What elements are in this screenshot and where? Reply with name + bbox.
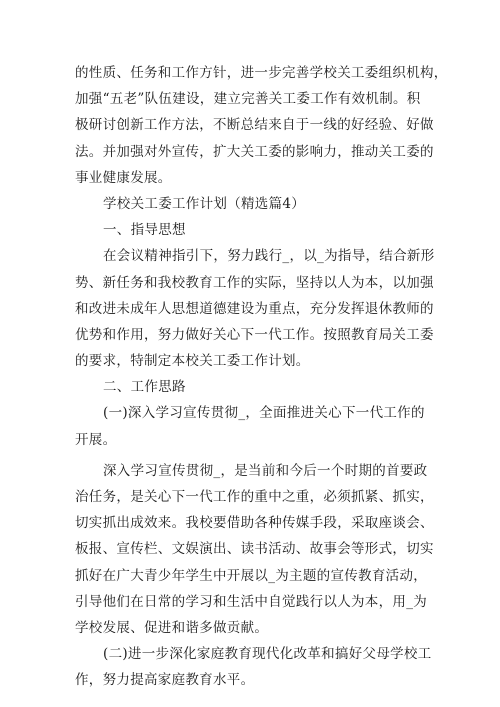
paragraph-line: 和改进未成年人思想道德建设为重点，充分发挥退休教师的 [75,300,434,317]
paragraph-line: 深入学习宣传贯彻_，是当前和今后一个时期的首要政 [103,462,428,479]
subsection-heading: (一)深入学习宣传贯彻_，全面推进关心下一代工作的 [103,405,425,422]
paragraph-line: 作，努力提高家庭教育水平。 [75,672,255,689]
paragraph-line: 事业健康发展。 [75,169,172,186]
paragraph-line: 开展。 [75,431,117,448]
paragraph-line: 极研讨创新工作方法，不断总结来自于一线的好经验、好做 [75,117,434,134]
paragraph-line: 在会议精神指引下，努力践行_，以_为指导，结合新形 [103,248,435,265]
paragraph-line: 抓好在广大青少年学生中开展以_为主题的宣传教育活动， [75,567,428,584]
section-heading: 二、工作思路 [103,379,186,396]
section-heading: 一、指导思想 [103,222,186,239]
section-title: 学校关工委工作计划（精选篇4） [103,195,306,212]
paragraph-line: 优势和作用，努力做好关心下一代工作。按照教育局关工委 [75,326,434,343]
paragraph-line: 势、新任务和我校教育工作的实际，坚持以人为本，以加强 [75,274,434,291]
subsection-heading: (二)进一步深化家庭教育现代化改革和搞好父母学校工 [103,646,432,663]
paragraph-line: 加强“五老”队伍建设，建立完善关工委工作有效机制。积 [75,91,421,108]
paragraph-line: 治任务，是关心下一代工作的重中之重，必须抓紧、抓实， [75,489,434,505]
paragraph-line: 学校发展、促进和谐多做贡献。 [75,619,269,636]
paragraph-line: 切实抓出成效来。我校要借助各种传媒手段，采取座谈会、 [75,515,434,532]
paragraph-line: 板报、宣传栏、文娱演出、读书活动、故事会等形式，切实 [75,541,434,558]
paragraph-line: 引导他们在日常的学习和生活中自觉践行以人为本，用_为 [75,593,428,610]
paragraph-line: 法。并加强对外宣传，扩大关工委的影响力，推动关工委的 [75,143,434,160]
document-body [75,60,448,694]
paragraph-line: 的要求，特制定本校关工委工作计划。 [75,353,310,370]
paragraph-line: 的性质、任务和工作方针，进一步完善学校关工委组织机构， [75,65,448,81]
